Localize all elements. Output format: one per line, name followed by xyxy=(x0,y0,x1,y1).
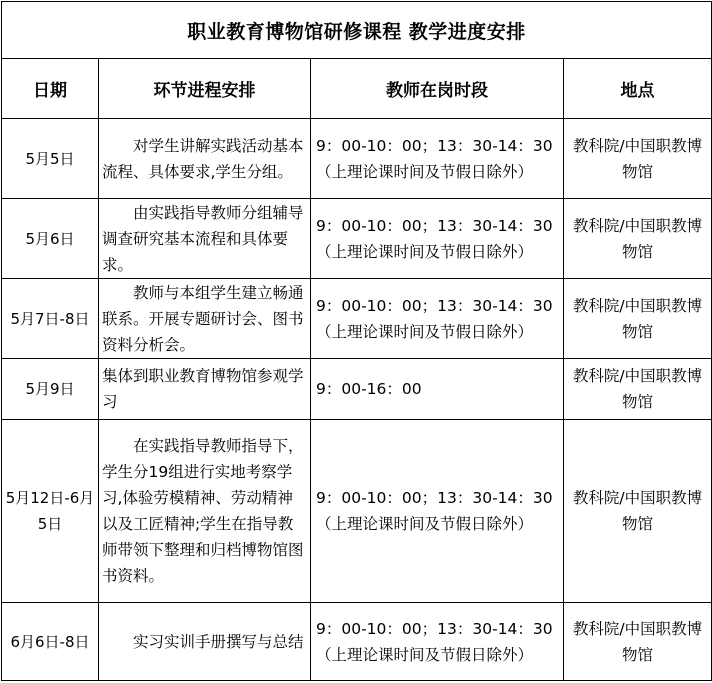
arrangement-cell: 对学生讲解实践活动基本流程、具体要求,学生分组。 xyxy=(99,119,311,199)
table-row xyxy=(2,119,712,199)
date-cell: 5月7日-8日 xyxy=(2,279,99,359)
table-title: 职业教育博物馆研修课程 教学进度安排 xyxy=(2,2,712,59)
time-cell: 9：00-10：00；13：30-14：30（上理论课时间及节假日除外） xyxy=(311,603,564,681)
location-cell: 教科院/中国职教博物馆 xyxy=(564,359,712,420)
table-row xyxy=(2,603,712,681)
location-cell: 教科院/中国职教博物馆 xyxy=(564,420,712,603)
arrangement-cell: 实习实训手册撰写与总结 xyxy=(99,603,311,681)
arrangement-cell: 集体到职业教育博物馆参观学习 xyxy=(99,359,311,420)
time-cell: 9：00-10：00；13：30-14：30（上理论课时间及节假日除外） xyxy=(311,119,564,199)
location-cell: 教科院/中国职教博物馆 xyxy=(564,119,712,199)
time-cell: 9：00-16：00 xyxy=(311,359,564,420)
arrangement-cell: 在实践指导教师指导下，学生分19组进行实地考察学习,体验劳模精神、劳动精神以及工匠精神;学生在指导教师带领下整理和归档博物馆图书资料。 xyxy=(99,420,311,603)
header-teacher-time: 教师在岗时段 xyxy=(311,59,564,119)
table-row xyxy=(2,199,712,279)
time-cell: 9：00-10：00；13：30-14：30（上理论课时间及节假日除外） xyxy=(311,199,564,279)
table-row xyxy=(2,420,712,603)
header-location: 地点 xyxy=(564,59,712,119)
title-row xyxy=(2,2,712,59)
date-cell: 5月9日 xyxy=(2,359,99,420)
arrangement-cell: 由实践指导教师分组辅导调查研究基本流程和具体要求。 xyxy=(99,199,311,279)
table-row xyxy=(2,359,712,420)
arrangement-cell: 教师与本组学生建立畅通联系。开展专题研讨会、图书资料分析会。 xyxy=(99,279,311,359)
table-row xyxy=(2,279,712,359)
location-cell: 教科院/中国职教博物馆 xyxy=(564,199,712,279)
header-arrangement: 环节进程安排 xyxy=(99,59,311,119)
date-cell: 5月12日-6月5日 xyxy=(2,420,99,603)
location-cell: 教科院/中国职教博物馆 xyxy=(564,279,712,359)
header-date: 日期 xyxy=(2,59,99,119)
location-cell: 教科院/中国职教博物馆 xyxy=(564,603,712,681)
time-cell: 9：00-10：00；13：30-14：30（上理论课时间及节假日除外） xyxy=(311,279,564,359)
header-row xyxy=(2,59,712,119)
date-cell: 5月6日 xyxy=(2,199,99,279)
date-cell: 5月5日 xyxy=(2,119,99,199)
schedule-table xyxy=(1,1,712,681)
date-cell: 6月6日-8日 xyxy=(2,603,99,681)
time-cell: 9：00-10：00；13：30-14：30（上理论课时间及节假日除外） xyxy=(311,420,564,603)
